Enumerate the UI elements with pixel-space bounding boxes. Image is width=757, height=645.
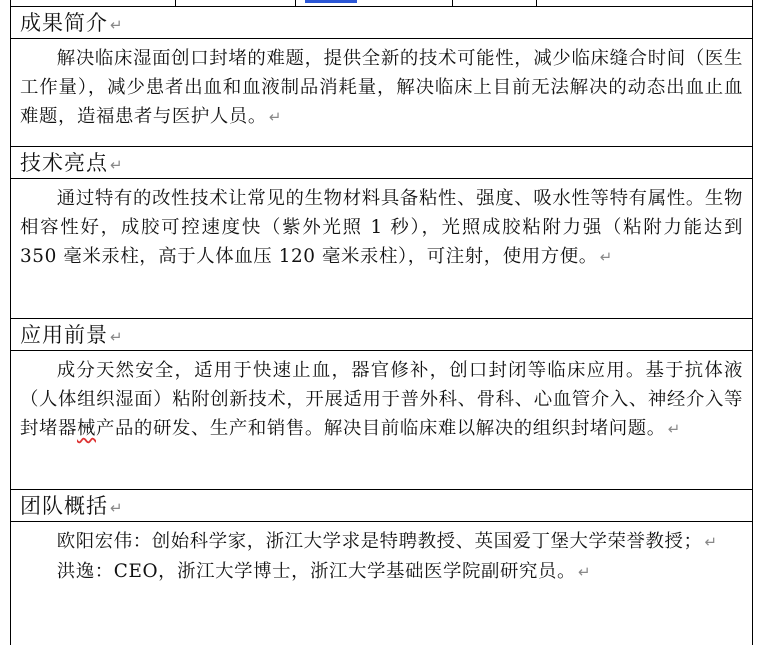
paragraph-mark-icon: ↵ — [268, 108, 283, 126]
section-heading[interactable] — [10, 146, 753, 178]
paragraph-mark-icon: ↵ — [599, 248, 613, 266]
paragraph-text: 产品的研发、生产和销售。解决目前临床难以解决的组织封堵问题。 — [95, 418, 666, 439]
paragraph-mark-icon: ↵ — [577, 563, 592, 581]
spellcheck-flag[interactable]: 械 — [76, 418, 96, 439]
paragraph-text: 解决临床湿面创口封堵的难题，提供全新的技术可能性，减少临床缝合时间（医生工作量），减少患者出血和血液制品消耗量，解决临床上目前无法解决的动态出血止血难题，造福患者与医护人员。 — [20, 48, 743, 127]
paragraph-mark-icon: ↵ — [110, 156, 124, 174]
paragraph-text: 通过特有的改性技术让常见的生物材料具备粘性、强度、吸水性等特有属性。生物相容性好，成胶可控速度快（紫外光照 1 秒），光照成胶粘附力强（粘附力能达到 350 毫米汞柱，高于人体血压 120 毫米汞柱），可注射，使用方便。 — [20, 188, 743, 267]
section-title: 应用前景 — [20, 323, 108, 347]
link-underline — [305, 0, 357, 3]
section-title: 技术亮点 — [20, 151, 108, 175]
paragraph-mark-icon: ↵ — [110, 499, 124, 517]
paragraph-text: 欧阳宏伟：创始科学家，浙江大学求是特聘教授、英国爱丁堡大学荣誉教授； — [56, 531, 703, 552]
section-body[interactable] — [10, 178, 753, 318]
paragraph-mark-icon: ↵ — [110, 328, 124, 346]
section-heading[interactable] — [10, 489, 753, 521]
content-table — [10, 6, 753, 645]
section-heading[interactable] — [10, 318, 753, 350]
paragraph-mark-icon: ↵ — [667, 420, 681, 438]
paragraph-text: 洪逸：CEO，浙江大学博士，浙江大学基础医学院副研究员。 — [56, 561, 576, 582]
paragraph-text: 成分天然安全，适用于快速止血，器官修补，创口封闭等临床应用。基于抗体液（人体组织湿面）粘附创新技术，开展适用于普外科、骨科、心血管介入、神经介入等封堵器 — [20, 360, 743, 439]
section-body[interactable] — [10, 521, 753, 645]
line-break-icon: ↵ — [704, 533, 718, 551]
section-body[interactable] — [10, 38, 753, 146]
section-title: 成果简介 — [20, 11, 108, 35]
paragraph-mark-icon: ↵ — [110, 16, 124, 34]
section-body[interactable] — [10, 350, 753, 489]
section-heading[interactable] — [10, 6, 753, 38]
section-title: 团队概括 — [20, 494, 108, 518]
